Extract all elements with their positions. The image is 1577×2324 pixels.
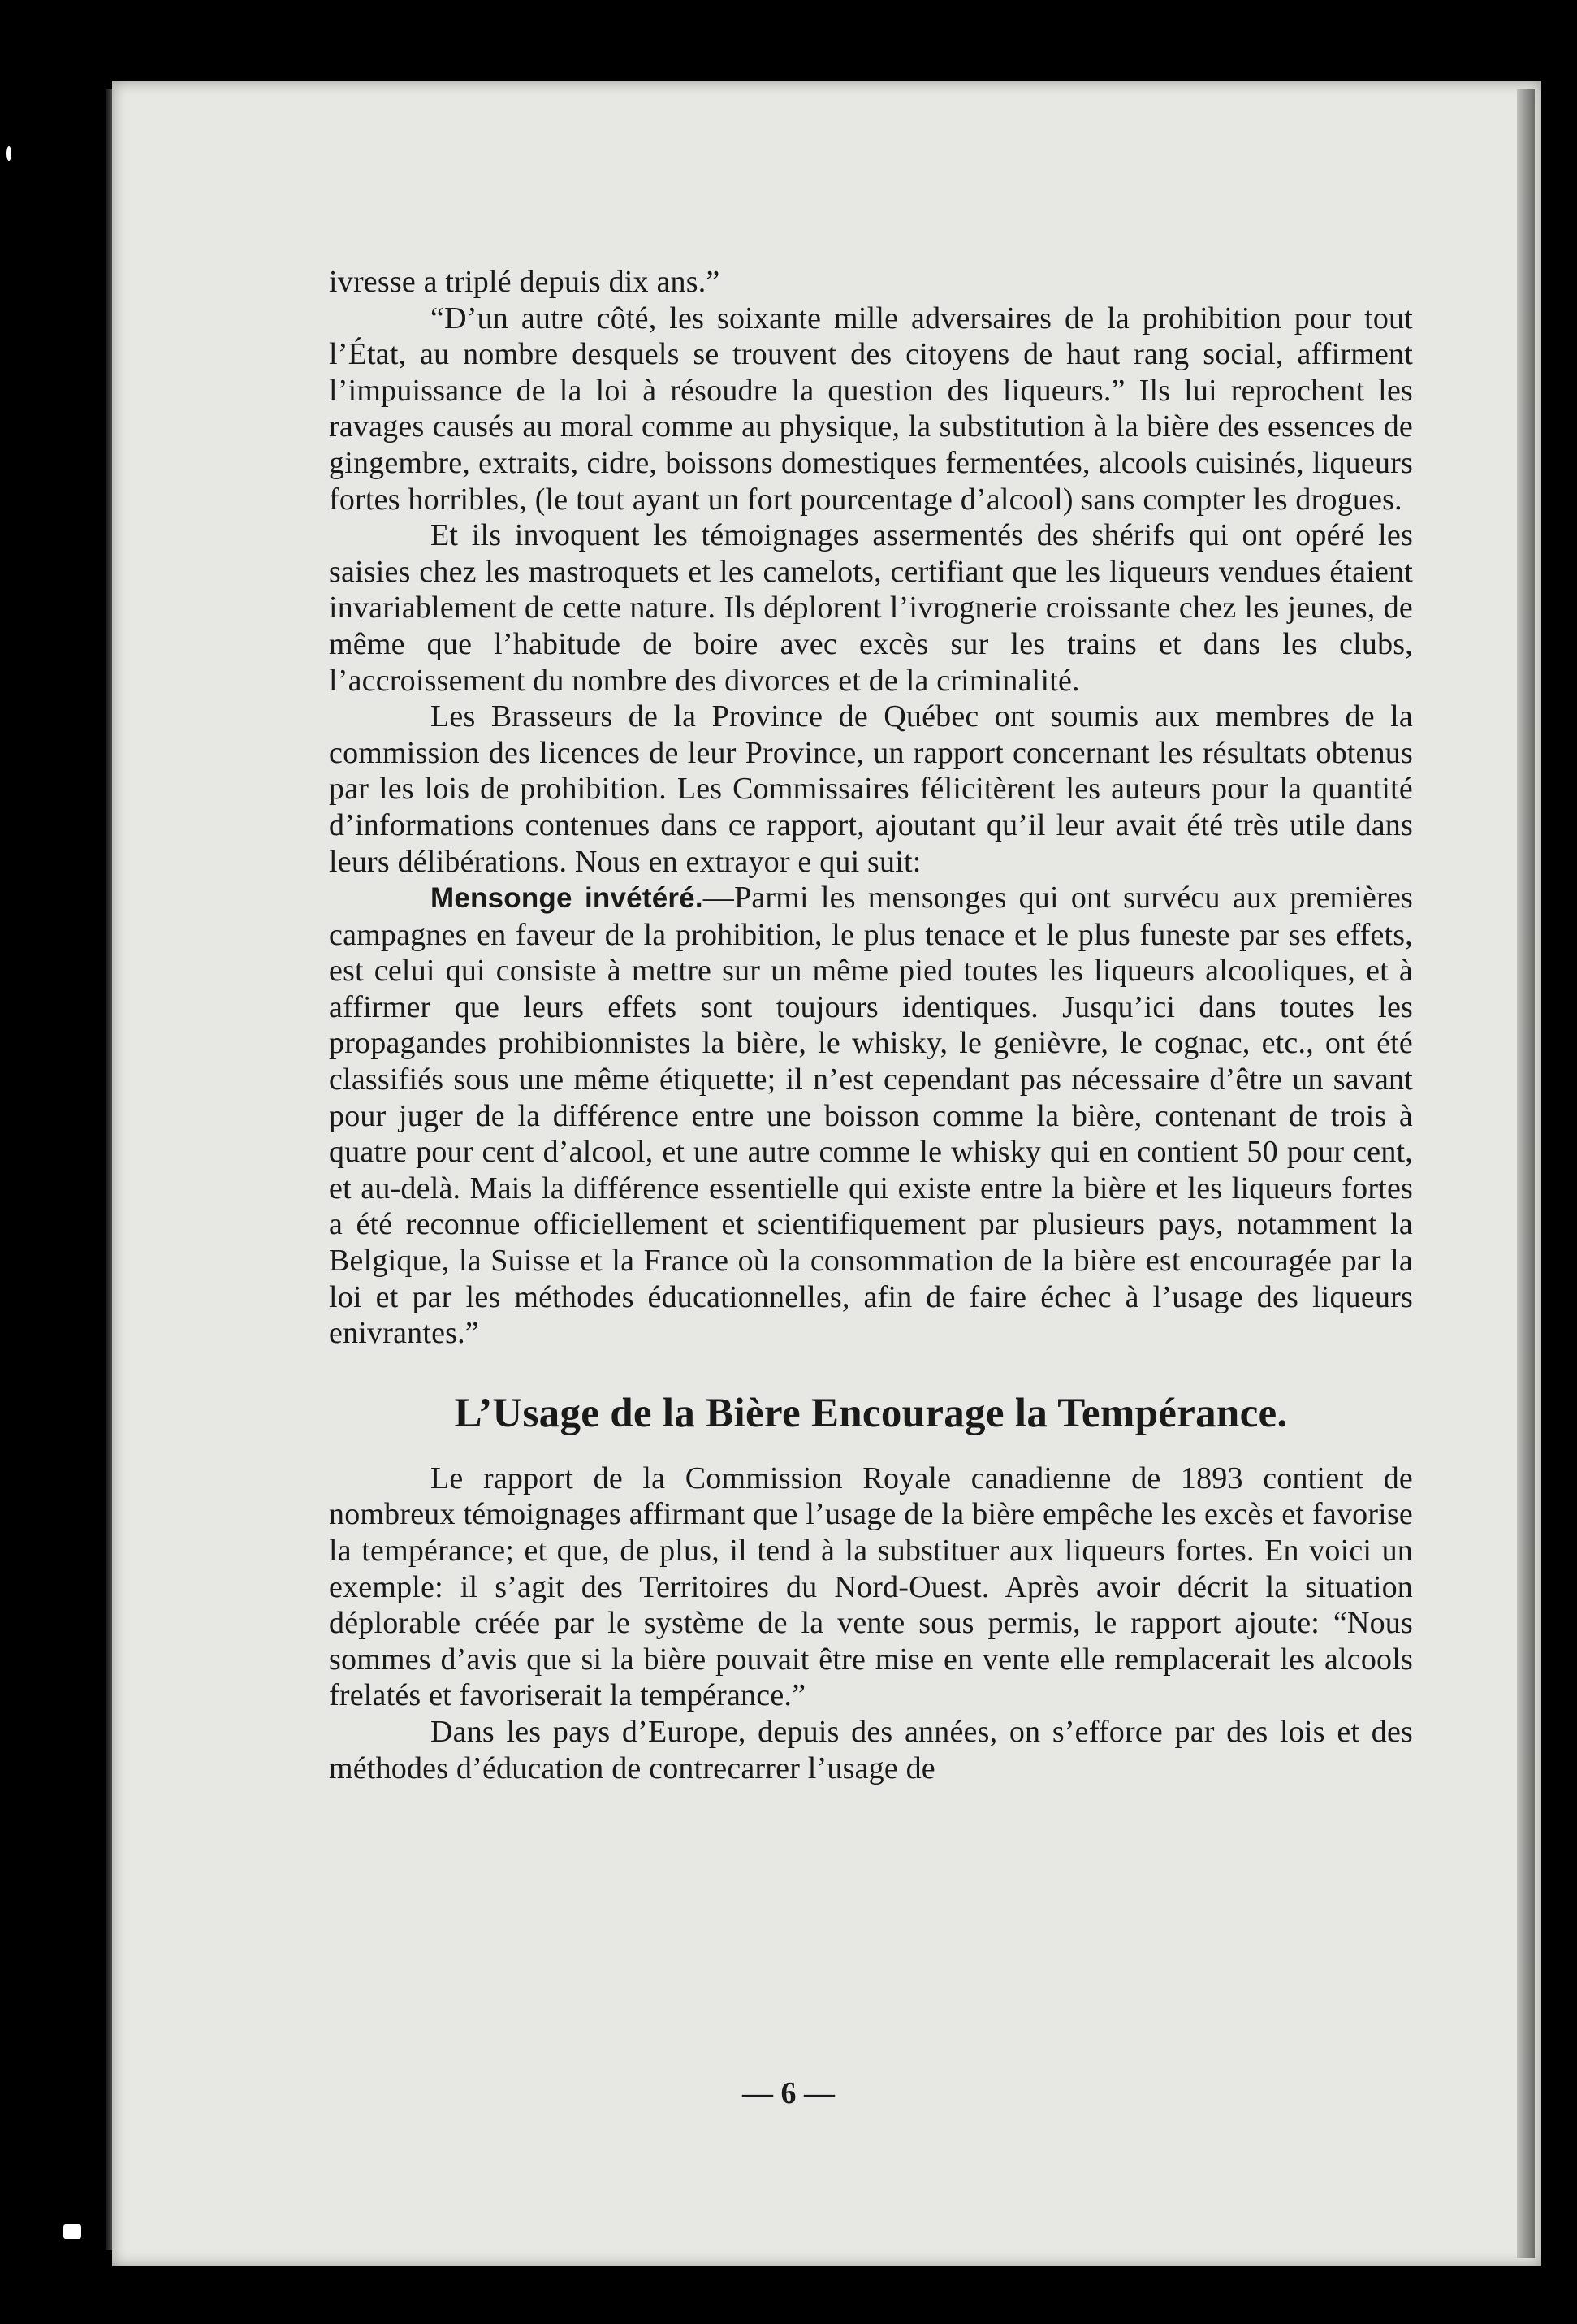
page-number: — 6 —	[742, 2076, 835, 2110]
body-text	[329, 264, 1413, 1786]
paragraph-4: Les Brasseurs de la Province de Québec ont soumis aux membres de la commission des licences de leur Province, un rapport concernant les résultats obtenus par les lois de prohibition. Les Commissaires félicitèrent les auteurs pour la quantité d’informations contenues dans ce rapport, ajoutant qu’il leur avait été très utile dans leurs délibérations. Nous en extrayor e qui suit:	[329, 699, 1413, 879]
runin-heading: Mensonge invétéré.	[430, 882, 703, 915]
paragraph-3: Et ils invoquent les témoignages assermentés des shérifs qui ont opéré les saisies chez les mastroquets et les camelots, certifiant que les liqueurs vendues étaient invariablement de cette nature. Ils déplorent l’ivrognerie croissante chez les jeunes, de même que l’habitude de boire avec excès sur les trains et dans les clubs, l’accroissement du nombre des divorces et de la criminalité.	[329, 518, 1413, 698]
paragraph-5	[329, 880, 1413, 1352]
paragraph-5-text: —Parmi les mensonges qui ont survécu aux premières campagnes en faveur de la prohibition, le plus tenace et le plus funeste par ses effets, est celui qui consiste à mettre sur un même pied toutes les liqueurs alcooliques, et à affirmer que leurs effets sont toujours identiques. Jusqu’ici dans toutes les propagandes prohibionnistes la bière, le whisky, le genièvre, le cognac, etc., ont été classifiés sous une même étiquette; il n’est cependant pas nécessaire d’être un savant pour juger de la différence entre une boisson comme la bière, contenant de trois à quatre pour cent d’alcool, et une autre comme le whisky qui en contient 50 pour cent, et au-delà. Mais la différence essentielle qui existe entre la bière et les liqueurs fortes a été reconnue officiellement et scientifiquement par plusieurs pays, notamment la Belgique, la Suisse et la France où la consommation de la bière est encouragée par la loi et par les méthodes éducationnelles, afin de faire échec à l’usage des liqueurs enivrantes.”	[329, 881, 1413, 1351]
scan-speck	[6, 146, 11, 161]
binding-shadow	[106, 89, 112, 2250]
paragraph-6: Le rapport de la Commission Royale canadienne de 1893 contient de nombreux témoignages affirmant que l’usage de la bière empêche les excès et favorise la tempérance; et que, de plus, il tend à la substituer aux liqueurs fortes. En voici un exemple: il s’agit des Territoires du Nord-Ouest. Après avoir décrit la situation déplorable créée par le système de la vente sous permis, le rapport ajoute: “Nous sommes d’avis que si la bière pouvait être mise en vente elle remplacerait les alcools frelatés et favoriserait la tempérance.”	[329, 1461, 1413, 1713]
paragraph-2: “D’un autre côté, les soixante mille adversaires de la prohibition pour tout l’État, au nombre desquels se trouvent des citoyens de haut rang social, affirment l’impuissance de la loi à résoudre la question des liqueurs.” Ils lui reprochent les ravages causés au moral comme au physique, la substitution à la bière des essences de gingembre, extraits, cidre, boissons domestiques fermentées, alcools cuisinés, liqueurs fortes horribles, (le tout ayant un fort pourcentage d’alcool) sans compter les drogues.	[329, 301, 1413, 517]
scan-speck	[63, 2224, 81, 2239]
section-heading: L’Usage de la Bière Encourage la Tempérance.	[454, 1390, 1288, 1436]
paragraph-7: Dans les pays d’Europe, depuis des années, on s’efforce par des lois et des méthodes d’éducation de contrecarrer l’usage de	[329, 1714, 1413, 1785]
page-edge	[1517, 89, 1535, 2258]
paragraph-1: ivresse a triplé depuis dix ans.”	[329, 265, 720, 299]
